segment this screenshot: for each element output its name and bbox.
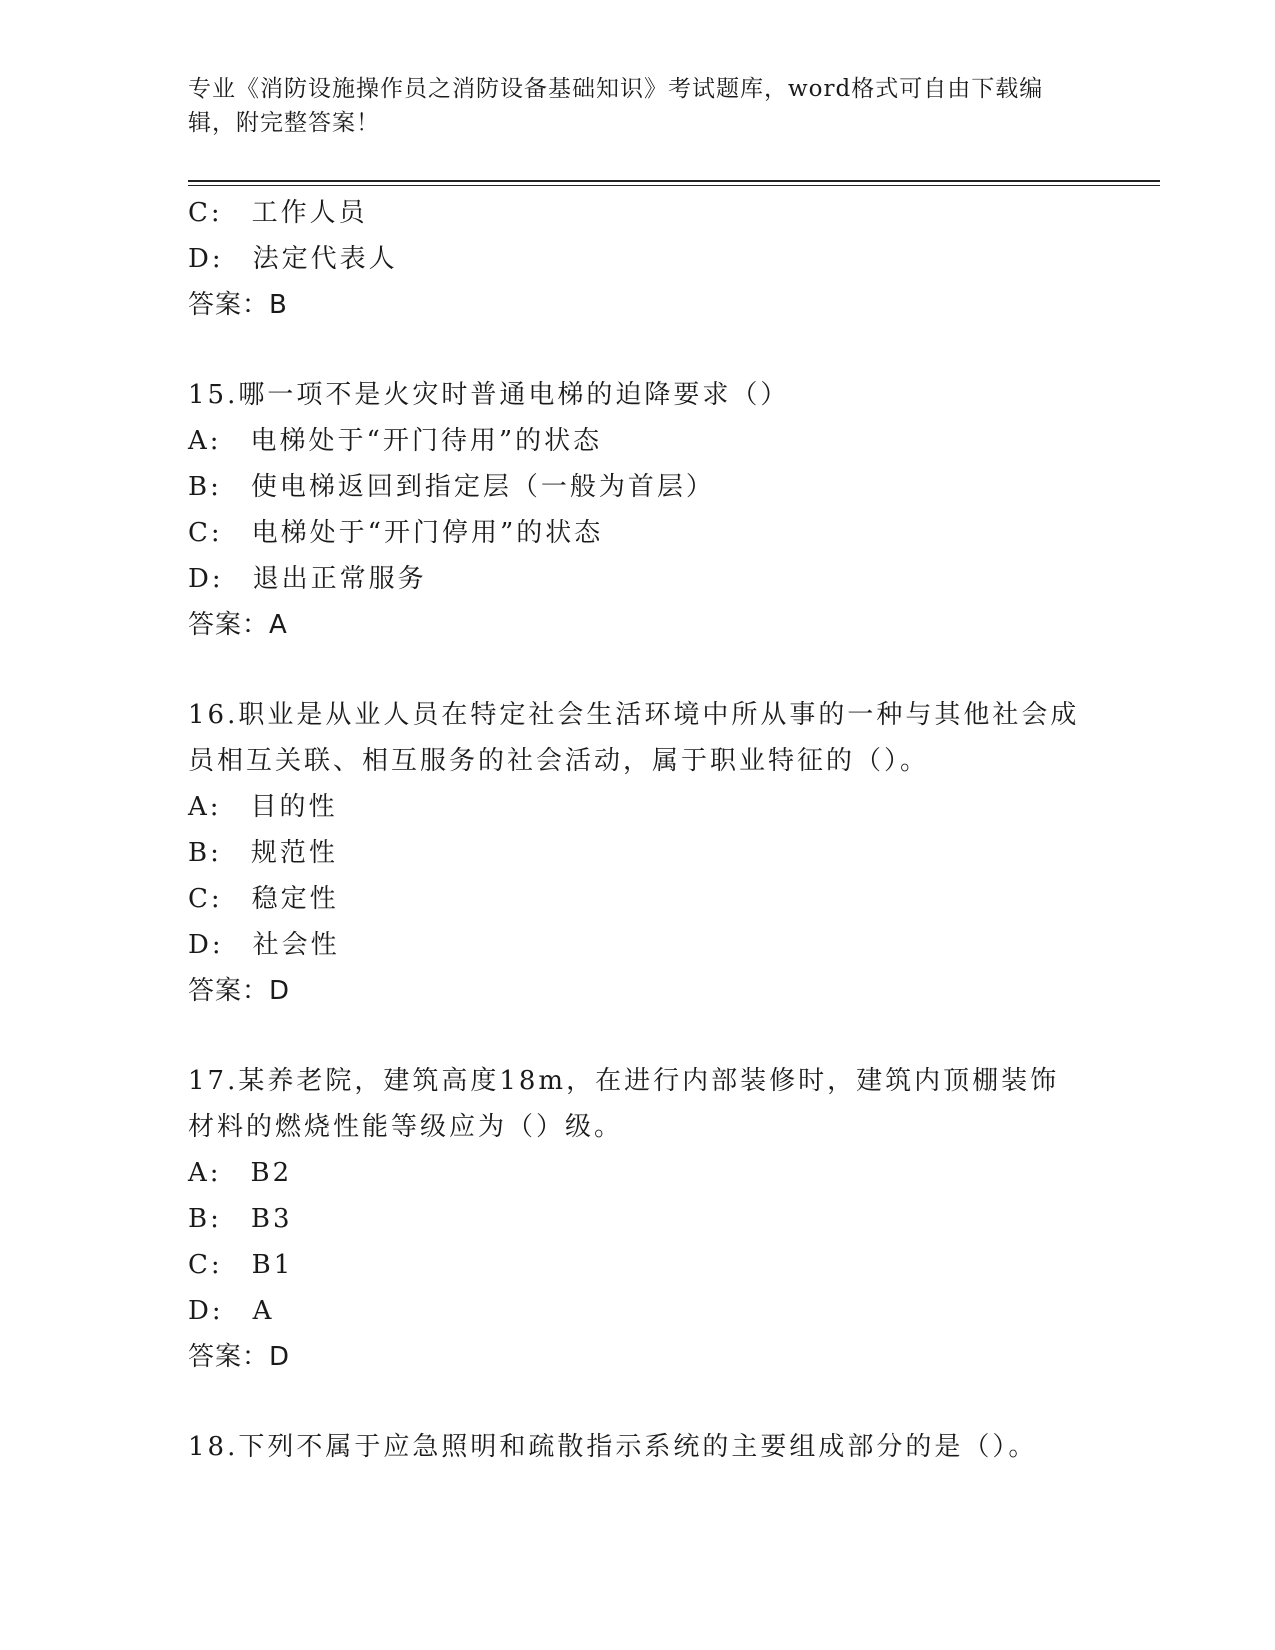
header-rule-thick: [188, 180, 1160, 182]
option-b: B: B3: [188, 1204, 293, 1234]
option-a: A: B2: [188, 1158, 293, 1188]
question-stem: 16.职业是从业人员在特定社会生活环境中所从事的一种与其他社会成员相互关联、相互服务的社会活动，属于职业特征的（）。: [188, 700, 1080, 776]
option-d: D: 法定代表人: [188, 244, 398, 274]
option-d: D: 退出正常服务: [188, 564, 427, 594]
page-header: 专业《消防设施操作员之消防设备基础知识》考试题库，word格式可自由下载编辑，附完整答案！: [188, 76, 1044, 136]
option-b: B: 使电梯返回到指定层（一般为首层）: [188, 472, 715, 502]
option-a: A: 目的性: [188, 792, 338, 822]
question-stem: 17.某养老院，建筑高度18m，在进行内部装修时，建筑内顶棚装饰材料的燃烧性能等级应为（）级。: [188, 1066, 1060, 1142]
question-content: [188, 190, 1088, 1470]
option-d: D: A: [188, 1296, 275, 1326]
option-d: D: 社会性: [188, 930, 340, 960]
carryover-question: [188, 190, 1088, 328]
question-stem: 15.哪一项不是火灾时普通电梯的迫降要求（）: [188, 380, 790, 410]
option-a: A: 电梯处于“开门待用”的状态: [188, 426, 603, 456]
answer-line: 答案：A: [188, 610, 288, 640]
option-c: C: 稳定性: [188, 884, 339, 914]
option-c: C: B1: [188, 1250, 294, 1280]
answer-line: 答案：D: [188, 976, 291, 1006]
option-b: B: 规范性: [188, 838, 338, 868]
question-16: [188, 692, 1088, 1014]
question-18: [188, 1424, 1088, 1470]
header-rule-thin: [188, 185, 1160, 186]
option-c: C: 电梯处于“开门停用”的状态: [188, 518, 604, 548]
question-15: [188, 372, 1088, 648]
answer-line: 答案：B: [188, 290, 288, 320]
question-17: [188, 1058, 1088, 1380]
question-stem: 18.下列不属于应急照明和疏散指示系统的主要组成部分的是（）。: [188, 1432, 1038, 1462]
answer-line: 答案：D: [188, 1342, 291, 1372]
option-c: C: 工作人员: [188, 198, 368, 228]
